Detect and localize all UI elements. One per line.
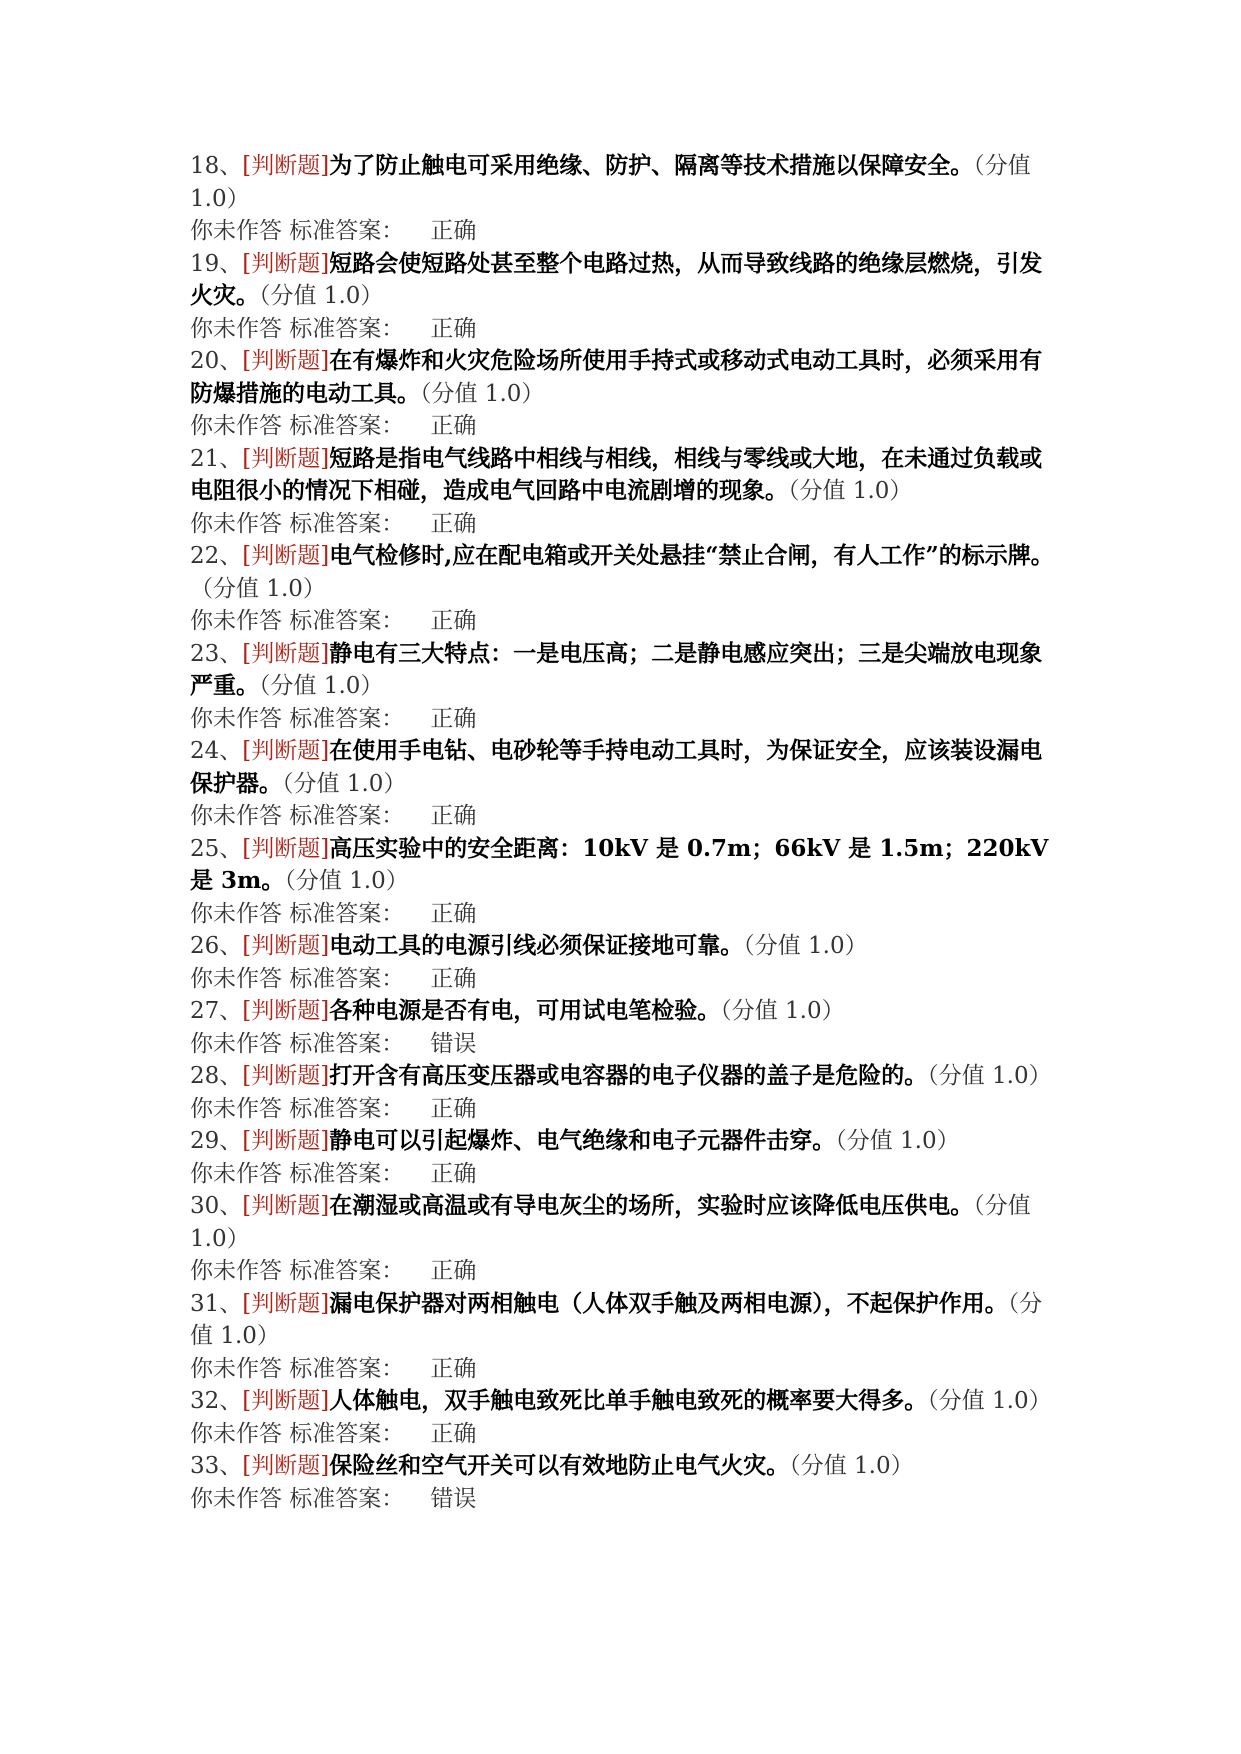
answer-line	[190, 963, 1065, 996]
answer-line	[190, 508, 1065, 541]
question-28	[190, 1060, 1065, 1125]
question-type-label: [判断题]	[242, 153, 330, 179]
question-number: 24、	[190, 738, 243, 764]
question-32	[190, 1385, 1065, 1450]
answer-value: 正确	[430, 1420, 477, 1447]
answer-value: 正确	[430, 1258, 477, 1284]
answer-line	[190, 1483, 1065, 1516]
question-type-label: [判断题]	[242, 543, 330, 569]
question-score: （分值 1.0）	[282, 770, 407, 797]
question-score: （分值 1.0）	[190, 1193, 1031, 1252]
answer-line	[190, 703, 1065, 736]
question-type-label: [判断题]	[242, 933, 330, 959]
question-21	[190, 443, 1065, 541]
question-type-label: [判断题]	[242, 1290, 330, 1317]
answer-prefix: 你未作答 标准答案：	[190, 218, 405, 244]
question-19	[190, 248, 1065, 346]
question-number: 28、	[190, 1063, 243, 1089]
question-score: （分值 1.0）	[284, 868, 409, 894]
answer-line	[190, 1353, 1065, 1386]
answer-prefix: 你未作答 标准答案：	[190, 1355, 405, 1382]
answer-value: 正确	[430, 315, 477, 342]
question-type-label: [判断题]	[242, 738, 330, 764]
answer-prefix: 你未作答 标准答案：	[190, 1095, 405, 1122]
question-number: 29、	[190, 1128, 243, 1154]
question-type-label: [判断题]	[242, 835, 330, 862]
question-26	[190, 930, 1065, 995]
answer-prefix: 你未作答 标准答案：	[190, 510, 405, 537]
question-number: 30、	[190, 1193, 243, 1219]
question-33	[190, 1450, 1065, 1515]
question-score: （分值 1.0）	[190, 575, 326, 602]
question-text: 短路会使短路处甚至整个电路过热，从而导致线路的绝缘层燃烧，引发火灾。	[190, 249, 1043, 309]
question-30	[190, 1190, 1065, 1288]
question-type-label: [判断题]	[242, 1128, 330, 1154]
question-type-label: [判断题]	[242, 445, 330, 472]
question-number: 32、	[190, 1388, 243, 1414]
answer-prefix: 你未作答 标准答案：	[190, 608, 405, 634]
question-number: 27、	[190, 998, 243, 1024]
answer-line	[190, 1418, 1065, 1451]
question-number: 25、	[190, 835, 243, 862]
question-22	[190, 540, 1065, 638]
question-type-label: [判断题]	[242, 348, 330, 374]
question-score: （分值 1.0）	[927, 1388, 1052, 1414]
question-text: 为了防止触电可采用绝缘、防护、隔离等技术措施以保障安全。	[329, 152, 974, 179]
answer-value: 正确	[430, 1095, 477, 1122]
answer-value: 正确	[430, 1160, 477, 1187]
question-type-label: [判断题]	[242, 1388, 330, 1414]
question-number: 33、	[190, 1453, 243, 1479]
question-text: 高压实验中的安全距离：10kV 是 0.7m；66kV 是 1.5m；220kV 是 3m。	[190, 834, 1049, 894]
question-text: 人体触电，双手触电致死比单手触电致死的概率要大得多。	[329, 1387, 928, 1414]
question-number: 23、	[190, 640, 243, 667]
answer-prefix: 你未作答 标准答案：	[190, 900, 405, 927]
question-type-label: [判断题]	[242, 640, 330, 667]
question-number: 21、	[190, 445, 243, 472]
question-number: 19、	[190, 250, 243, 277]
question-score: （分值 1.0）	[743, 933, 868, 959]
question-number: 22、	[190, 543, 243, 569]
answer-prefix: 你未作答 标准答案：	[190, 1160, 405, 1187]
question-type-label: [判断题]	[242, 1453, 330, 1479]
question-type-label: [判断题]	[242, 1193, 330, 1219]
answer-line	[190, 215, 1065, 248]
question-31	[190, 1288, 1065, 1386]
question-score: （分值 1.0）	[835, 1128, 960, 1154]
question-25	[190, 833, 1065, 931]
question-list	[190, 150, 1065, 1515]
answer-line	[190, 1158, 1065, 1191]
question-18	[190, 150, 1065, 248]
question-text: 静电可以引起爆炸、电气绝缘和电子元器件击穿。	[329, 1127, 836, 1154]
answer-value: 正确	[430, 900, 477, 927]
question-number: 31、	[190, 1290, 243, 1317]
answer-prefix: 你未作答 标准答案：	[190, 965, 405, 992]
answer-value: 正确	[430, 965, 477, 992]
answer-line	[190, 410, 1065, 443]
question-number: 20、	[190, 348, 243, 374]
answer-value: 正确	[430, 803, 477, 829]
question-20	[190, 345, 1065, 443]
answer-value: 正确	[430, 413, 477, 439]
answer-value: 正确	[430, 608, 477, 634]
question-score: （分值 1.0）	[789, 1453, 914, 1479]
question-score: （分值 1.0）	[788, 478, 913, 504]
question-number: 26、	[190, 933, 243, 959]
question-text: 静电有三大特点：一是电压高；二是静电感应突出；三是尖端放电现象严重。	[190, 639, 1043, 699]
answer-line	[190, 1255, 1065, 1288]
answer-prefix: 你未作答 标准答案：	[190, 1258, 405, 1284]
question-score: （分值 1.0）	[259, 283, 384, 309]
answer-value: 正确	[430, 705, 477, 732]
question-text: 在使用手电钻、电砂轮等手持电动工具时，为保证安全，应该装设漏电保护器。	[190, 737, 1043, 797]
question-text: 保险丝和空气开关可以有效地防止电气火灾。	[329, 1452, 790, 1479]
question-score: （分值 1.0）	[190, 1290, 1043, 1349]
answer-line	[190, 1093, 1065, 1126]
answer-value: 正确	[430, 1355, 477, 1382]
question-text: 漏电保护器对两相触电（人体双手触及两相电源），不起保护作用。	[329, 1289, 1008, 1317]
question-score: （分值 1.0）	[190, 153, 1031, 212]
question-text: 在有爆炸和火灾危险场所使用手持式或移动式电动工具时，必须采用有防爆措施的电动工具。	[190, 347, 1043, 407]
answer-prefix: 你未作答 标准答案：	[190, 1420, 405, 1447]
answer-prefix: 你未作答 标准答案：	[190, 803, 405, 829]
question-score: （分值 1.0）	[927, 1063, 1052, 1089]
question-score: （分值 1.0）	[720, 998, 845, 1024]
answer-prefix: 你未作答 标准答案：	[190, 1030, 405, 1057]
answer-prefix: 你未作答 标准答案：	[190, 413, 405, 439]
question-type-label: [判断题]	[242, 998, 330, 1024]
answer-value: 正确	[430, 218, 477, 244]
answer-prefix: 你未作答 标准答案：	[190, 705, 405, 732]
question-27	[190, 995, 1065, 1060]
question-score: （分值 1.0）	[420, 380, 545, 407]
answer-line	[190, 1028, 1065, 1061]
question-text: 打开含有高压变压器或电容器的电子仪器的盖子是危险的。	[329, 1062, 928, 1089]
question-text: 电气检修时,应在配电箱或开关处悬挂“禁止合闸，有人工作”的标示牌。	[329, 542, 1054, 569]
answer-prefix: 你未作答 标准答案：	[190, 315, 405, 342]
answer-line	[190, 313, 1065, 346]
question-text: 电动工具的电源引线必须保证接地可靠。	[329, 932, 744, 959]
question-score: （分值 1.0）	[259, 673, 384, 699]
question-text: 在潮湿或高温或有导电灰尘的场所，实验时应该降低电压供电。	[329, 1192, 974, 1219]
answer-line	[190, 800, 1065, 833]
answer-value: 正确	[430, 510, 477, 537]
question-29	[190, 1125, 1065, 1190]
question-type-label: [判断题]	[242, 1063, 330, 1089]
answer-line	[190, 898, 1065, 931]
answer-value: 错误	[430, 1485, 477, 1512]
question-number: 18、	[190, 153, 243, 179]
question-text: 各种电源是否有电，可用试电笔检验。	[329, 997, 721, 1024]
question-24	[190, 735, 1065, 833]
answer-value: 错误	[430, 1030, 477, 1057]
answer-prefix: 你未作答 标准答案：	[190, 1485, 405, 1512]
question-text: 短路是指电气线路中相线与相线，相线与零线或大地，在未通过负载或电阻很小的情况下相碰，造成电气回路中电流剧增的现象。	[190, 444, 1043, 504]
question-type-label: [判断题]	[242, 250, 330, 277]
question-23	[190, 638, 1065, 736]
answer-line	[190, 605, 1065, 638]
